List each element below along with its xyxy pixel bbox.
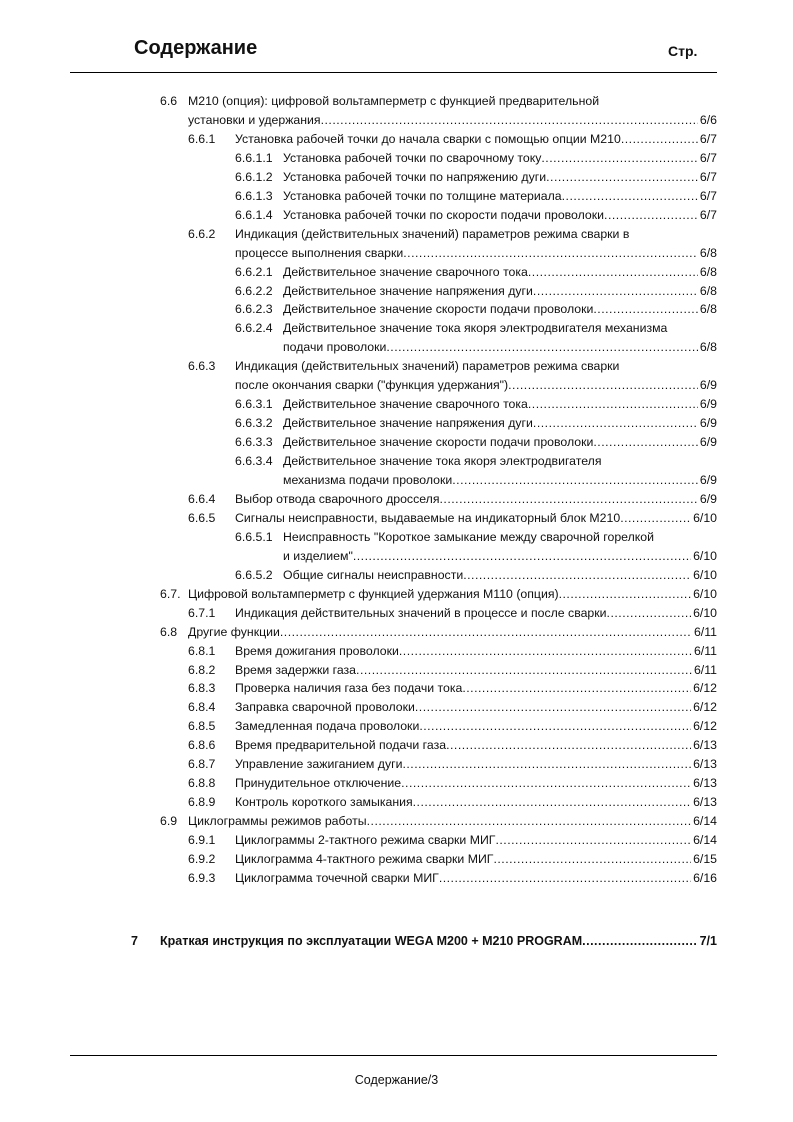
toc-entry-page: 6/13 xyxy=(693,776,717,791)
toc-entry-page: 6/12 xyxy=(693,719,717,734)
toc-entry-number: 6.8.5 xyxy=(188,719,216,734)
leader-dots xyxy=(419,717,691,736)
leader-dots xyxy=(356,661,692,680)
footer-rule xyxy=(70,1055,717,1056)
leader-dots xyxy=(415,698,691,717)
toc-entry-title: Заправка сварочной проволоки xyxy=(235,700,415,715)
toc-entry-number: 6.6.1.1 xyxy=(235,150,273,165)
toc-entry-page: 6/11 xyxy=(693,662,717,677)
chapter-number: 7 xyxy=(131,934,138,948)
toc-entry-page: 6/11 xyxy=(693,624,717,639)
toc-entry-page: 6/10 xyxy=(693,548,717,563)
toc-entry-title: Установка рабочей точки по напряжению дуги xyxy=(283,169,547,184)
toc-entry-title: Циклограмма точечной сварки МИГ xyxy=(235,870,439,885)
leader-dots xyxy=(495,831,691,850)
leader-dots xyxy=(462,679,691,698)
toc-entry-page: 6/10 xyxy=(693,510,717,525)
toc-entry-number: 6.7. xyxy=(160,586,181,601)
toc-entry-number: 6.6.2.1 xyxy=(235,264,273,279)
toc-entry-number: 6.8 xyxy=(160,624,178,639)
leader-dots xyxy=(463,566,691,585)
toc-entry-page: 6/9 xyxy=(699,473,717,487)
leader-dots xyxy=(403,244,698,263)
toc-entry-page: 6/9 xyxy=(699,416,717,431)
toc-entry-page: 6/7 xyxy=(699,131,717,146)
toc-entry-title: Время предварительной подачи газа xyxy=(235,738,447,753)
toc-entry-title: Проверка наличия газа без подачи тока xyxy=(235,681,463,696)
toc-entry-page: 6/8 xyxy=(699,264,717,279)
toc-entry-page: 6/9 xyxy=(699,397,717,412)
toc-entry-number: 6.6.2 xyxy=(188,226,216,241)
toc-entry-title: Общие сигналы неисправности xyxy=(283,567,464,582)
toc-entry-number: 6.9.3 xyxy=(188,870,216,885)
toc-entry-title: Действительное значение тока якоря электродвигателя механизма xyxy=(283,321,668,336)
chapter-page: 7/1 xyxy=(699,934,717,948)
toc-entry-number: 6.6.1 xyxy=(188,131,216,146)
toc-entry-title: Циклограмма 4-тактного режима сварки МИГ xyxy=(235,852,494,866)
toc-entry-number: 6.7.1 xyxy=(188,605,216,620)
page-title: Содержание xyxy=(134,37,258,59)
toc-entry-title: Время задержки газа xyxy=(235,662,357,677)
toc-entry-title: Время дожигания проволоки xyxy=(235,643,399,658)
toc-entry-number: 6.6.1.2 xyxy=(235,169,273,184)
toc-entry-title: Действительное значение напряжения дуги xyxy=(283,283,533,298)
toc-entry-number: 6.8.9 xyxy=(188,795,216,810)
toc-entry-page: 6/13 xyxy=(693,738,717,753)
toc-entry-title: Другие функции xyxy=(188,624,280,639)
leader-dots xyxy=(439,490,697,509)
toc-entry-title: Циклограммы 2-тактного режима сварки МИГ xyxy=(235,833,496,848)
toc-entry-number: 6.6.5.1 xyxy=(235,529,273,544)
toc-entry-page: 6/12 xyxy=(693,681,717,696)
toc-entry-title: Установка рабочей точки по сварочному току xyxy=(283,150,542,165)
toc-entry-title: Замедленная подача проволоки xyxy=(235,719,420,734)
toc-entry-number: 6.8.1 xyxy=(188,643,216,658)
leader-dots xyxy=(493,850,691,869)
toc-entry-number: 6.6.3 xyxy=(188,359,216,374)
leader-dots xyxy=(593,300,698,319)
toc-entry-page: 6/6 xyxy=(699,112,717,127)
toc-entry-page: 6/10 xyxy=(693,567,717,582)
toc-entry-title: Индикация действительных значений в процессе и после сварки xyxy=(235,605,607,620)
leader-dots xyxy=(533,282,698,301)
toc-entry-title: M210 (опция): цифровой вольтамперметр с функцией предварительной xyxy=(188,94,600,108)
toc-entry-title: Установка рабочей точки по толщине материала xyxy=(283,188,562,203)
toc-entry-number: 6.6.3.4 xyxy=(235,454,273,469)
toc-entry-page: 6/9 xyxy=(699,435,717,450)
leader-dots xyxy=(562,187,698,206)
page-column-label: Стр. xyxy=(668,43,698,59)
toc-entry-number: 6.6.4 xyxy=(188,491,216,506)
toc-entry-number: 6.6.2.3 xyxy=(235,302,273,317)
toc-entry-number: 6.6.2.4 xyxy=(235,321,273,336)
leader-dots xyxy=(593,433,698,452)
toc-entry-page: 6/8 xyxy=(699,302,717,317)
toc-entry-number: 6.6.3.2 xyxy=(235,416,273,431)
toc-entry-page: 6/9 xyxy=(699,378,717,393)
leader-dots xyxy=(559,585,691,604)
leader-dots xyxy=(402,755,691,774)
toc-entry-title: и изделием" xyxy=(283,548,353,563)
toc-entry-title: Индикация (действительных значений) параметров режима сварки в xyxy=(235,226,630,241)
toc-entry-page: 6/14 xyxy=(693,814,717,829)
toc-entry-page: 6/8 xyxy=(699,245,717,260)
leader-dots xyxy=(541,149,698,168)
toc-entry-title: подачи проволоки xyxy=(283,340,387,355)
leader-dots xyxy=(321,111,698,130)
toc-entry-title: Действительное значение тока якоря электродвигателя xyxy=(283,454,602,469)
leader-dots xyxy=(401,774,691,793)
toc-entry-title: Действительное значение сварочного тока xyxy=(283,264,528,279)
leader-dots xyxy=(620,509,691,528)
toc-entry-page: 6/15 xyxy=(693,852,717,866)
leader-dots xyxy=(582,932,697,951)
toc-entry-page: 6/13 xyxy=(693,757,717,772)
leader-dots xyxy=(439,869,691,888)
toc-entry-title: Принудительное отключение xyxy=(235,776,402,791)
toc-entry-title: после окончания сварки ("функция удержания") xyxy=(235,378,509,393)
leader-dots xyxy=(280,623,692,642)
leader-dots xyxy=(399,642,692,661)
toc-entry-title: Контроль короткого замыкания xyxy=(235,795,413,810)
leader-dots xyxy=(621,130,698,149)
toc-entry-page: 6/12 xyxy=(693,700,717,715)
toc-entry-number: 6.8.3 xyxy=(188,681,216,696)
toc-entry-page: 6/7 xyxy=(699,207,717,222)
toc-entry-number: 6.8.8 xyxy=(188,776,216,791)
toc-entry-number: 6.6 xyxy=(160,94,178,108)
toc-entry-page: 6/9 xyxy=(699,491,717,506)
toc-entry-page: 6/13 xyxy=(693,795,717,810)
toc-entry-number: 6.6.1.4 xyxy=(235,207,273,222)
toc-entry-title: Действительное значение скорости подачи проволоки xyxy=(283,435,594,450)
toc-entry-title: Неисправность "Короткое замыкание между сварочной горелкой xyxy=(283,529,654,544)
toc-entry-page: 6/10 xyxy=(693,586,717,601)
toc-entry-page: 6/16 xyxy=(693,870,717,885)
toc-entry-number: 6.8.6 xyxy=(188,738,216,753)
toc-entry-title: Действительное значение сварочного тока xyxy=(283,397,528,412)
toc-entry-number: 6.6.3.1 xyxy=(235,397,273,412)
toc-entry-number: 6.6.5.2 xyxy=(235,567,273,582)
toc-entry-title: Действительное значение напряжения дуги xyxy=(283,416,533,431)
toc-entry-number: 6.9.2 xyxy=(188,852,216,866)
leader-dots xyxy=(452,471,698,490)
chapter-title: Краткая инструкция по эксплуатации WEGA M200 + M210 PROGRAM xyxy=(160,934,583,948)
toc-entry-page: 6/7 xyxy=(699,169,717,184)
page-footer: Содержание/3 xyxy=(354,1073,439,1087)
toc-entry-title: Циклограммы режимов работы xyxy=(188,814,367,829)
leader-dots xyxy=(528,395,698,414)
toc-entry-page: 6/7 xyxy=(699,150,717,165)
toc-entry-title: Действительное значение скорости подачи проволоки xyxy=(283,302,594,317)
toc-entry-page: 6/11 xyxy=(693,643,717,658)
leader-dots xyxy=(413,793,691,812)
toc-entry-title: Индикация (действительных значений) параметров режима сварки xyxy=(235,359,620,374)
leader-dots xyxy=(533,414,698,433)
toc-entry-page: 6/8 xyxy=(699,283,717,298)
toc-entry-title: установки и удержания xyxy=(188,112,321,127)
leader-dots xyxy=(508,376,698,395)
toc-entry-title: Установка рабочей точки до начала сварки с помощью опции M210 xyxy=(235,131,621,146)
toc-entry-number: 6.6.3.3 xyxy=(235,435,273,450)
toc-entry-title: процессе выполнения сварки xyxy=(235,245,404,260)
toc-entry-page: 6/10 xyxy=(693,605,717,620)
leader-dots xyxy=(604,206,698,225)
toc-entry-title: Управление зажиганием дуги xyxy=(235,757,403,772)
toc-entry-number: 6.8.2 xyxy=(188,662,216,677)
toc-entry-page: 6/7 xyxy=(699,188,717,203)
toc-entry-page: 6/8 xyxy=(699,340,717,355)
toc-entry-number: 6.8.4 xyxy=(188,700,216,715)
leader-dots xyxy=(528,263,698,282)
toc-entry-title: Сигналы неисправности, выдаваемые на индикаторный блок M210 xyxy=(235,510,621,525)
toc-entry-number: 6.6.2.2 xyxy=(235,283,273,298)
toc-entry-title: Установка рабочей точки по скорости подачи проволоки xyxy=(283,207,605,222)
toc-entry-number: 6.9.1 xyxy=(188,833,216,848)
leader-dots xyxy=(367,812,691,831)
toc-entry-number: 6.6.1.3 xyxy=(235,188,273,203)
toc-entry-number: 6.8.7 xyxy=(188,757,216,772)
toc-entry-title: Выбор отвода сварочного дросселя xyxy=(235,491,440,506)
leader-dots xyxy=(386,338,698,357)
toc-entry-page: 6/14 xyxy=(693,833,717,848)
leader-dots xyxy=(607,604,692,623)
toc-entry-number: 6.6.5 xyxy=(188,510,216,525)
leader-dots xyxy=(546,168,698,187)
leader-dots xyxy=(353,547,691,566)
toc-entry-title: Цифровой вольтамперметр с функцией удержания M110 (опция) xyxy=(188,586,559,601)
toc-entry-title: механизма подачи проволоки xyxy=(283,473,453,487)
toc-entry-number: 6.9 xyxy=(160,814,178,829)
leader-dots xyxy=(446,736,691,755)
